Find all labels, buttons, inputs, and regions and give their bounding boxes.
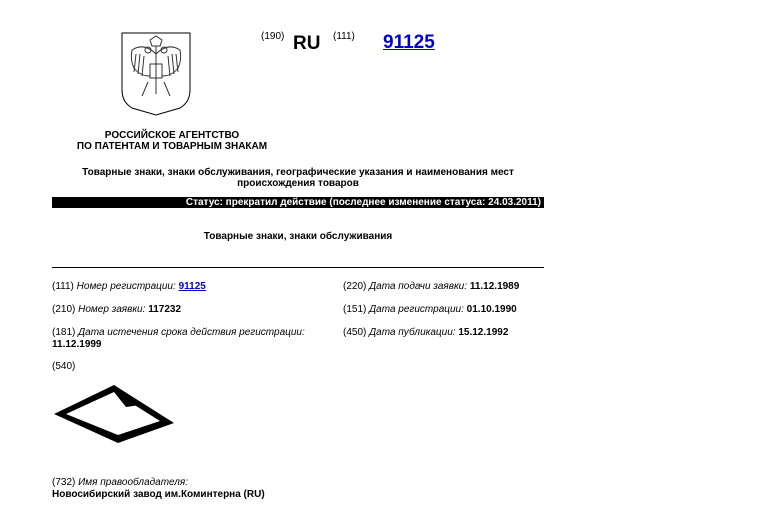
field-code: (181): [52, 327, 76, 338]
trademark-image: [52, 383, 176, 445]
field-filing-date: [343, 281, 519, 293]
agency-line-2: ПО ПАТЕНТАМ И ТОВАРНЫМ ЗНАКАМ: [76, 141, 268, 152]
registration-number-link[interactable]: 91125: [383, 32, 435, 53]
agency-name: [52, 130, 292, 152]
field-value: 01.10.1990: [466, 304, 517, 315]
field-label: Дата истечения срока действия регистрации:: [78, 327, 305, 338]
field-application-number: [52, 304, 181, 316]
country-code: RU: [293, 33, 321, 54]
field-publication-date: [343, 327, 508, 339]
category-line-2: происхождения товаров: [237, 178, 359, 189]
registration-number-value-link[interactable]: 91125: [178, 281, 206, 292]
field-value: 117232: [148, 304, 182, 315]
field-code: (450): [343, 327, 367, 338]
field-code: (151): [343, 304, 367, 315]
field-code: (210): [52, 304, 76, 315]
status-bar: Статус: прекратил действие (последнее изменение статуса: 24.03.2011): [52, 197, 544, 208]
agency-line-1: РОССИЙСКОЕ АГЕНТСТВО: [104, 130, 240, 141]
field-expiry-date: [52, 327, 305, 351]
field-value: 11.12.1999: [52, 339, 102, 350]
field-label: Номер регистрации:: [76, 281, 176, 292]
field-label: Дата регистрации:: [369, 304, 464, 315]
trademark-logo-icon: [52, 383, 176, 445]
field-label: Номер заявки:: [78, 304, 146, 315]
field-value: Новосибирский завод им.Коминтерна (RU): [52, 489, 265, 500]
field-label: Дата подачи заявки:: [369, 281, 468, 292]
field-right-holder: [52, 477, 265, 501]
emblem: [120, 32, 192, 116]
divider: [52, 267, 544, 268]
category-line-1: Товарные знаки, знаки обслуживания, географические указания и наименования мест: [82, 167, 514, 178]
document-category: [52, 167, 544, 189]
field-label: Имя правообладателя:: [78, 477, 189, 488]
field-code: (732): [52, 477, 76, 488]
field-code: (220): [343, 281, 367, 292]
field-registration-date: [343, 304, 517, 316]
field-value: 15.12.1992: [458, 327, 509, 338]
inid-code-190: (190): [261, 31, 285, 42]
russian-coat-of-arms-icon: [120, 32, 192, 116]
inid-code-111: (111): [333, 31, 355, 42]
document-subtitle: Товарные знаки, знаки обслуживания: [203, 231, 393, 242]
field-registration-number: [52, 281, 206, 293]
field-value: 11.12.1989: [469, 281, 520, 292]
field-label: Дата публикации:: [369, 327, 456, 338]
field-code: (111): [52, 281, 74, 292]
field-image-code: (540): [52, 361, 76, 372]
